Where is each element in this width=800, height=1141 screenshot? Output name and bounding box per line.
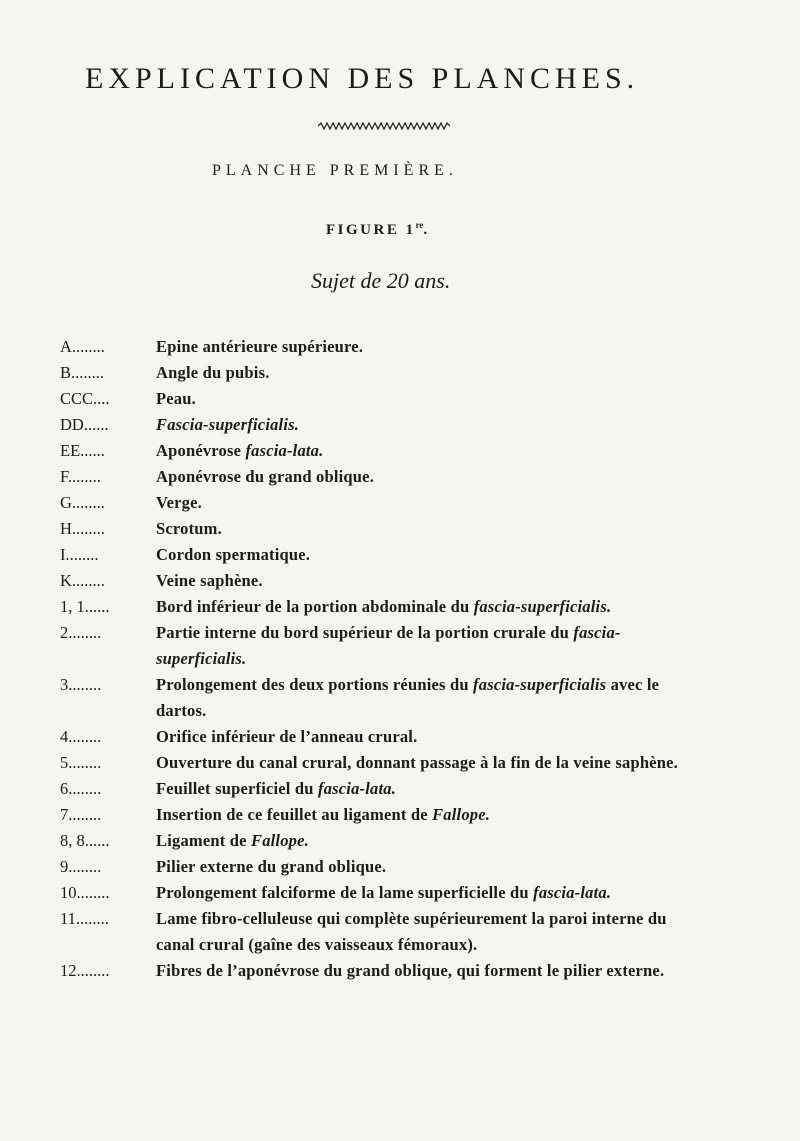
legend-key: I........ (60, 545, 99, 564)
legend-description (156, 828, 700, 854)
legend-description-italic: Fascia-superficialis. (156, 415, 300, 434)
legend-description (156, 672, 700, 724)
legend-description (156, 334, 700, 360)
legend-description-text: Partie interne du bord supérieur de la portion crurale du (156, 623, 574, 642)
legend-key: 3........ (60, 675, 102, 694)
legend-key: 9........ (60, 857, 102, 876)
legend-key: B........ (60, 363, 105, 382)
legend-key: CCC.... (60, 389, 110, 408)
legend-list (60, 334, 700, 984)
legend-description-italic: fascia-lata. (533, 883, 612, 902)
legend-description (156, 776, 700, 802)
legend-description (156, 620, 700, 672)
legend-description (156, 802, 700, 828)
legend-description-text: Prolongement des deux portions réunies du (156, 675, 474, 694)
plate-title: PLANCHE PREMIÈRE. (212, 162, 458, 179)
legend-description-text: Scrotum. (156, 519, 222, 538)
legend-description (156, 880, 700, 906)
legend-entry (60, 464, 700, 490)
legend-description-text: Peau. (156, 389, 196, 408)
legend-key: DD...... (60, 415, 109, 434)
legend-entry (60, 880, 700, 906)
legend-entry (60, 594, 700, 620)
legend-key: 4........ (60, 727, 102, 746)
legend-key: EE...... (60, 441, 105, 460)
legend-key: 12........ (60, 961, 110, 980)
legend-entry (60, 958, 700, 984)
legend-description-text: Lame fibro-celluleuse qui complète supérieurement la paroi interne du canal crural (gaîne des vaisseaux fémoraux). (156, 909, 667, 954)
legend-description (156, 724, 700, 750)
figure-label: FIGURE 1 (326, 222, 416, 238)
legend-description-italic: fascia-superficialis. (156, 623, 621, 668)
legend-description-italic: Fallope. (250, 831, 309, 850)
legend-entry (60, 360, 700, 386)
legend-key: K........ (60, 571, 105, 590)
legend-key: H........ (60, 519, 105, 538)
legend-entry (60, 906, 700, 958)
legend-entry (60, 724, 700, 750)
legend-description-italic: fascia-superficialis (473, 675, 607, 694)
wavy-rule-ornament (318, 122, 450, 130)
legend-description (156, 594, 700, 620)
legend-entry (60, 334, 700, 360)
subject-caption: Sujet de 20 ans. (311, 268, 451, 293)
legend-key: 6........ (60, 779, 102, 798)
legend-description-text: Ligament de (156, 831, 251, 850)
legend-entry (60, 412, 700, 438)
legend-key: 5........ (60, 753, 102, 772)
legend-description (156, 906, 700, 958)
legend-description (156, 542, 700, 568)
legend-description (156, 438, 700, 464)
legend-entry (60, 672, 700, 724)
legend-description-text: Bord inférieur de la portion abdominale du (156, 597, 474, 616)
legend-description-italic: fascia-superficialis. (473, 597, 612, 616)
legend-entry (60, 386, 700, 412)
page-title: EXPLICATION DES PLANCHES. (85, 62, 640, 95)
legend-description-italic: fascia-lata. (245, 441, 324, 460)
legend-description-text: Aponévrose (156, 441, 246, 460)
legend-description-text: Epine antérieure supérieure. (156, 337, 364, 356)
legend-description (156, 360, 700, 386)
legend-entry (60, 776, 700, 802)
legend-entry (60, 854, 700, 880)
legend-entry (60, 802, 700, 828)
legend-description (156, 750, 700, 776)
legend-description (156, 490, 700, 516)
legend-entry (60, 490, 700, 516)
legend-description-text: Pilier externe du grand oblique. (156, 857, 387, 876)
legend-entry (60, 542, 700, 568)
legend-entry (60, 568, 700, 594)
legend-description-text: Orifice inférieur de l’anneau crural. (156, 727, 418, 746)
legend-description-text: Veine saphène. (156, 571, 263, 590)
legend-description-text: avec le dartos. (156, 675, 660, 720)
legend-description (156, 854, 700, 880)
legend-key: 1, 1...... (60, 597, 110, 616)
legend-key: 11........ (60, 909, 109, 928)
legend-description (156, 386, 700, 412)
legend-entry (60, 516, 700, 542)
legend-entry (60, 620, 700, 672)
figure-title (326, 220, 430, 239)
legend-description (156, 516, 700, 542)
legend-key: 7........ (60, 805, 102, 824)
legend-key: 2........ (60, 623, 102, 642)
legend-description-text: Angle du pubis. (156, 363, 270, 382)
legend-description (156, 958, 700, 984)
legend-key: 8, 8...... (60, 831, 110, 850)
legend-description-text: Verge. (156, 493, 202, 512)
legend-description-text: Fibres de l’aponévrose du grand oblique, qui forment le pilier externe. (156, 961, 665, 980)
legend-entry (60, 438, 700, 464)
legend-entry (60, 750, 700, 776)
legend-key: F........ (60, 467, 101, 486)
legend-description-text: Ouverture du canal crural, donnant passage à la fin de la veine saphène. (156, 753, 678, 772)
figure-end: . (423, 222, 430, 238)
legend-key: G........ (60, 493, 105, 512)
legend-description-italic: Fallope. (432, 805, 491, 824)
legend-description-text: Cordon spermatique. (156, 545, 311, 564)
legend-key: A........ (60, 337, 105, 356)
legend-description (156, 568, 700, 594)
legend-description-italic: fascia-lata. (318, 779, 397, 798)
legend-description-text: Prolongement falciforme de la lame superficielle du (156, 883, 534, 902)
legend-key: 10........ (60, 883, 110, 902)
legend-description-text: Aponévrose du grand oblique. (156, 467, 375, 486)
legend-description-text: Insertion de ce feuillet au ligament de (156, 805, 433, 824)
legend-description-text: Feuillet superficiel du (156, 779, 318, 798)
legend-description (156, 464, 700, 490)
figure-ordinal-suffix: re (415, 220, 424, 230)
legend-description (156, 412, 700, 438)
legend-entry (60, 828, 700, 854)
